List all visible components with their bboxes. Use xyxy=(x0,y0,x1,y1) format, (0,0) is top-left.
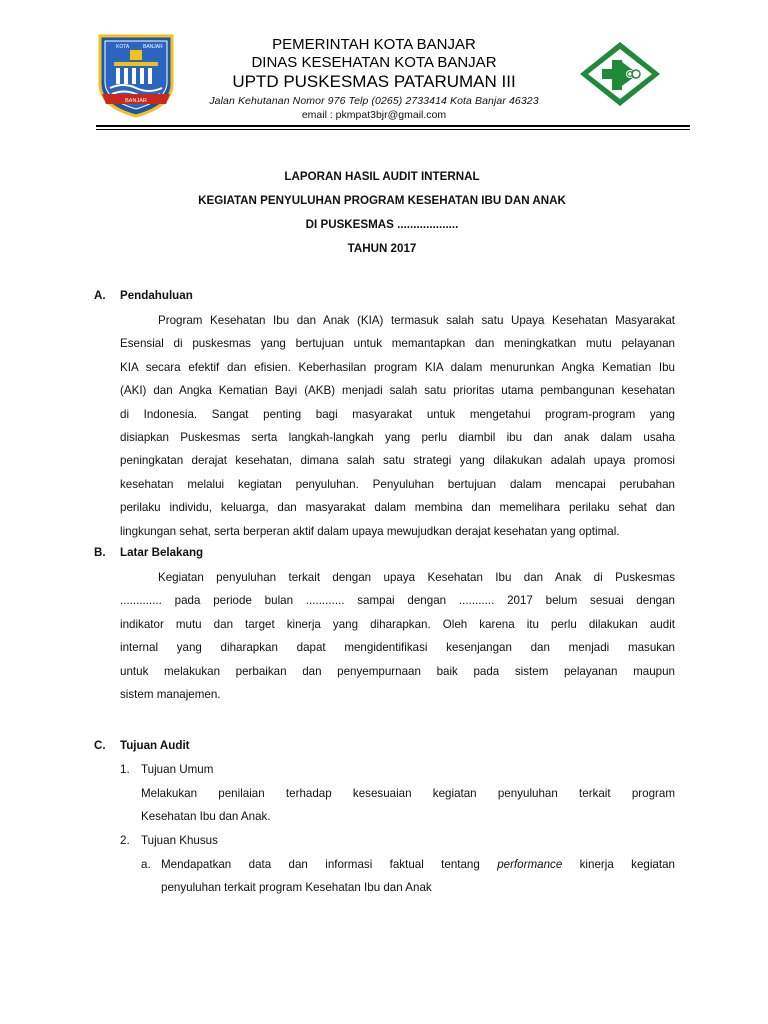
section-c-title: Tujuan Audit xyxy=(120,739,190,752)
tujuan-khusus-a-line2: penyuluhan terkait program Kesehatan Ibu dan Anak xyxy=(161,881,432,895)
section-b-line: indikator mutu dan target kinerja yang diharapkan. Oleh karena itu perlu dilakukan audit xyxy=(120,617,675,631)
tujuan-khusus-a-paragraph xyxy=(161,853,675,900)
title-year: TAHUN 2017 xyxy=(347,242,417,255)
section-b-line: Kegiatan penyuluhan terkait dengan upaya Kesehatan Ibu dan Anak di Puskesmas xyxy=(158,571,675,584)
section-b-letter: B. xyxy=(94,546,106,559)
section-b-line: untuk melakukan perbaikan dan penyempurnaan baik pada sistem pelayanan maupun xyxy=(120,664,675,678)
crest-text-left: KOTA xyxy=(116,44,130,50)
list-title: Tujuan Umum xyxy=(141,763,214,776)
title-location: DI PUSKESMAS ................... xyxy=(305,218,459,231)
letterhead xyxy=(186,36,562,122)
list-number: 2. xyxy=(120,834,130,847)
letterhead-department: DINAS KESEHATAN KOTA BANJAR xyxy=(251,54,497,71)
section-a-line: disiapkan Puskesmas serta langkah-langkah yang perlu diambil ibu dan anak dalam usaha xyxy=(120,431,675,445)
crest-banner-text: BANJAR xyxy=(125,98,147,104)
section-b-line: sistem manajemen. xyxy=(120,688,221,702)
section-a-line: lingkungan sehat, serta berperan aktif dalam upaya mewujudkan derajat kesehatan yang optimal. xyxy=(120,524,620,538)
document-titles xyxy=(96,170,668,266)
section-a-title: Pendahuluan xyxy=(120,289,193,302)
list-number: 1. xyxy=(120,763,130,776)
letterhead-rule-thin xyxy=(96,129,690,130)
letterhead-email: email : pkmpat3bjr@gmail.com xyxy=(301,108,447,121)
sub-list-letter: a. xyxy=(141,858,151,871)
tujuan-umum-paragraph xyxy=(141,782,675,829)
section-c-letter: C. xyxy=(94,739,106,752)
letterhead-address: Jalan Kehutanan Nomor 976 Telp (0265) 2733414 Kota Banjar 46323 xyxy=(209,95,539,108)
section-b-line: ............. pada periode bulan ............ sampai dengan ........... 2017 belum sesuai dengan xyxy=(120,594,675,608)
tujuan-umum-line: Kesehatan Ibu dan Anak. xyxy=(141,810,271,824)
crest-text-right: BANJAR xyxy=(143,44,163,50)
section-a-line: kesehatan melalui kegiatan penyuluhan. Penyuluhan bertujuan dalam mencapai perubahan xyxy=(120,477,675,491)
tujuan-umum-line: Melakukan penilaian terhadap kesesuaian kegiatan penyuluhan terkait program xyxy=(141,787,675,800)
letterhead-government: PEMERINTAH KOTA BANJAR xyxy=(272,36,476,53)
list-title: Tujuan Khusus xyxy=(141,834,218,847)
section-a-line: KIA secara efektif dan efisien. Keberhasilan program KIA dalam menurunkan Angka Kematian Ibu xyxy=(120,360,675,374)
section-a-line: perilaku individu, keluarga, dan masyarakat dalam membina dan memelihara perilaku sehat dan xyxy=(120,501,675,515)
letterhead-institution: UPTD PUSKESMAS PATARUMAN III xyxy=(232,72,516,91)
section-b-paragraph xyxy=(120,566,675,706)
tujuan-khusus-a-text: Mendapatkan data dan informasi faktual tentang xyxy=(161,858,498,871)
tujuan-khusus-a-text-end: kinerja kegiatan xyxy=(562,858,675,871)
section-a-line: (AKI) dan Angka Kematian Bayi (AKB) menjadi salah satu prioritas utama pembangunan kesehatan xyxy=(120,384,675,398)
letterhead-rule-thick xyxy=(96,125,690,127)
section-b-title: Latar Belakang xyxy=(120,546,204,559)
section-a-letter: A. xyxy=(94,289,106,302)
section-b-line: internal yang diharapkan dapat mengidentifikasi kesenjangan dan menjadi masukan xyxy=(120,641,675,655)
title-activity: KEGIATAN PENYULUHAN PROGRAM KESEHATAN IBU DAN ANAK xyxy=(198,194,566,207)
puskesmas-cross-house-icon xyxy=(578,40,662,108)
title-report: LAPORAN HASIL AUDIT INTERNAL xyxy=(284,170,480,183)
section-a-line: di Indonesia. Sangat penting bagi masyarakat untuk mengetahui program-program yang xyxy=(120,407,675,421)
tujuan-khusus-a-italic: performance xyxy=(497,858,563,871)
section-a-line: Program Kesehatan Ibu dan Anak (KIA) termasuk salah satu Upaya Kesehatan Masyarakat xyxy=(158,314,675,327)
section-a-line: Esensial di puskesmas yang bertujuan untuk memantapkan dan meningkatkan mutu pelayanan xyxy=(120,337,675,351)
section-a-line: peningkatan derajat kesehatan, dimana salah satu strategi yang dilakukan adalah upaya promosi xyxy=(120,454,675,468)
kota-banjar-crest-icon xyxy=(96,32,176,118)
section-a-paragraph xyxy=(120,309,675,543)
